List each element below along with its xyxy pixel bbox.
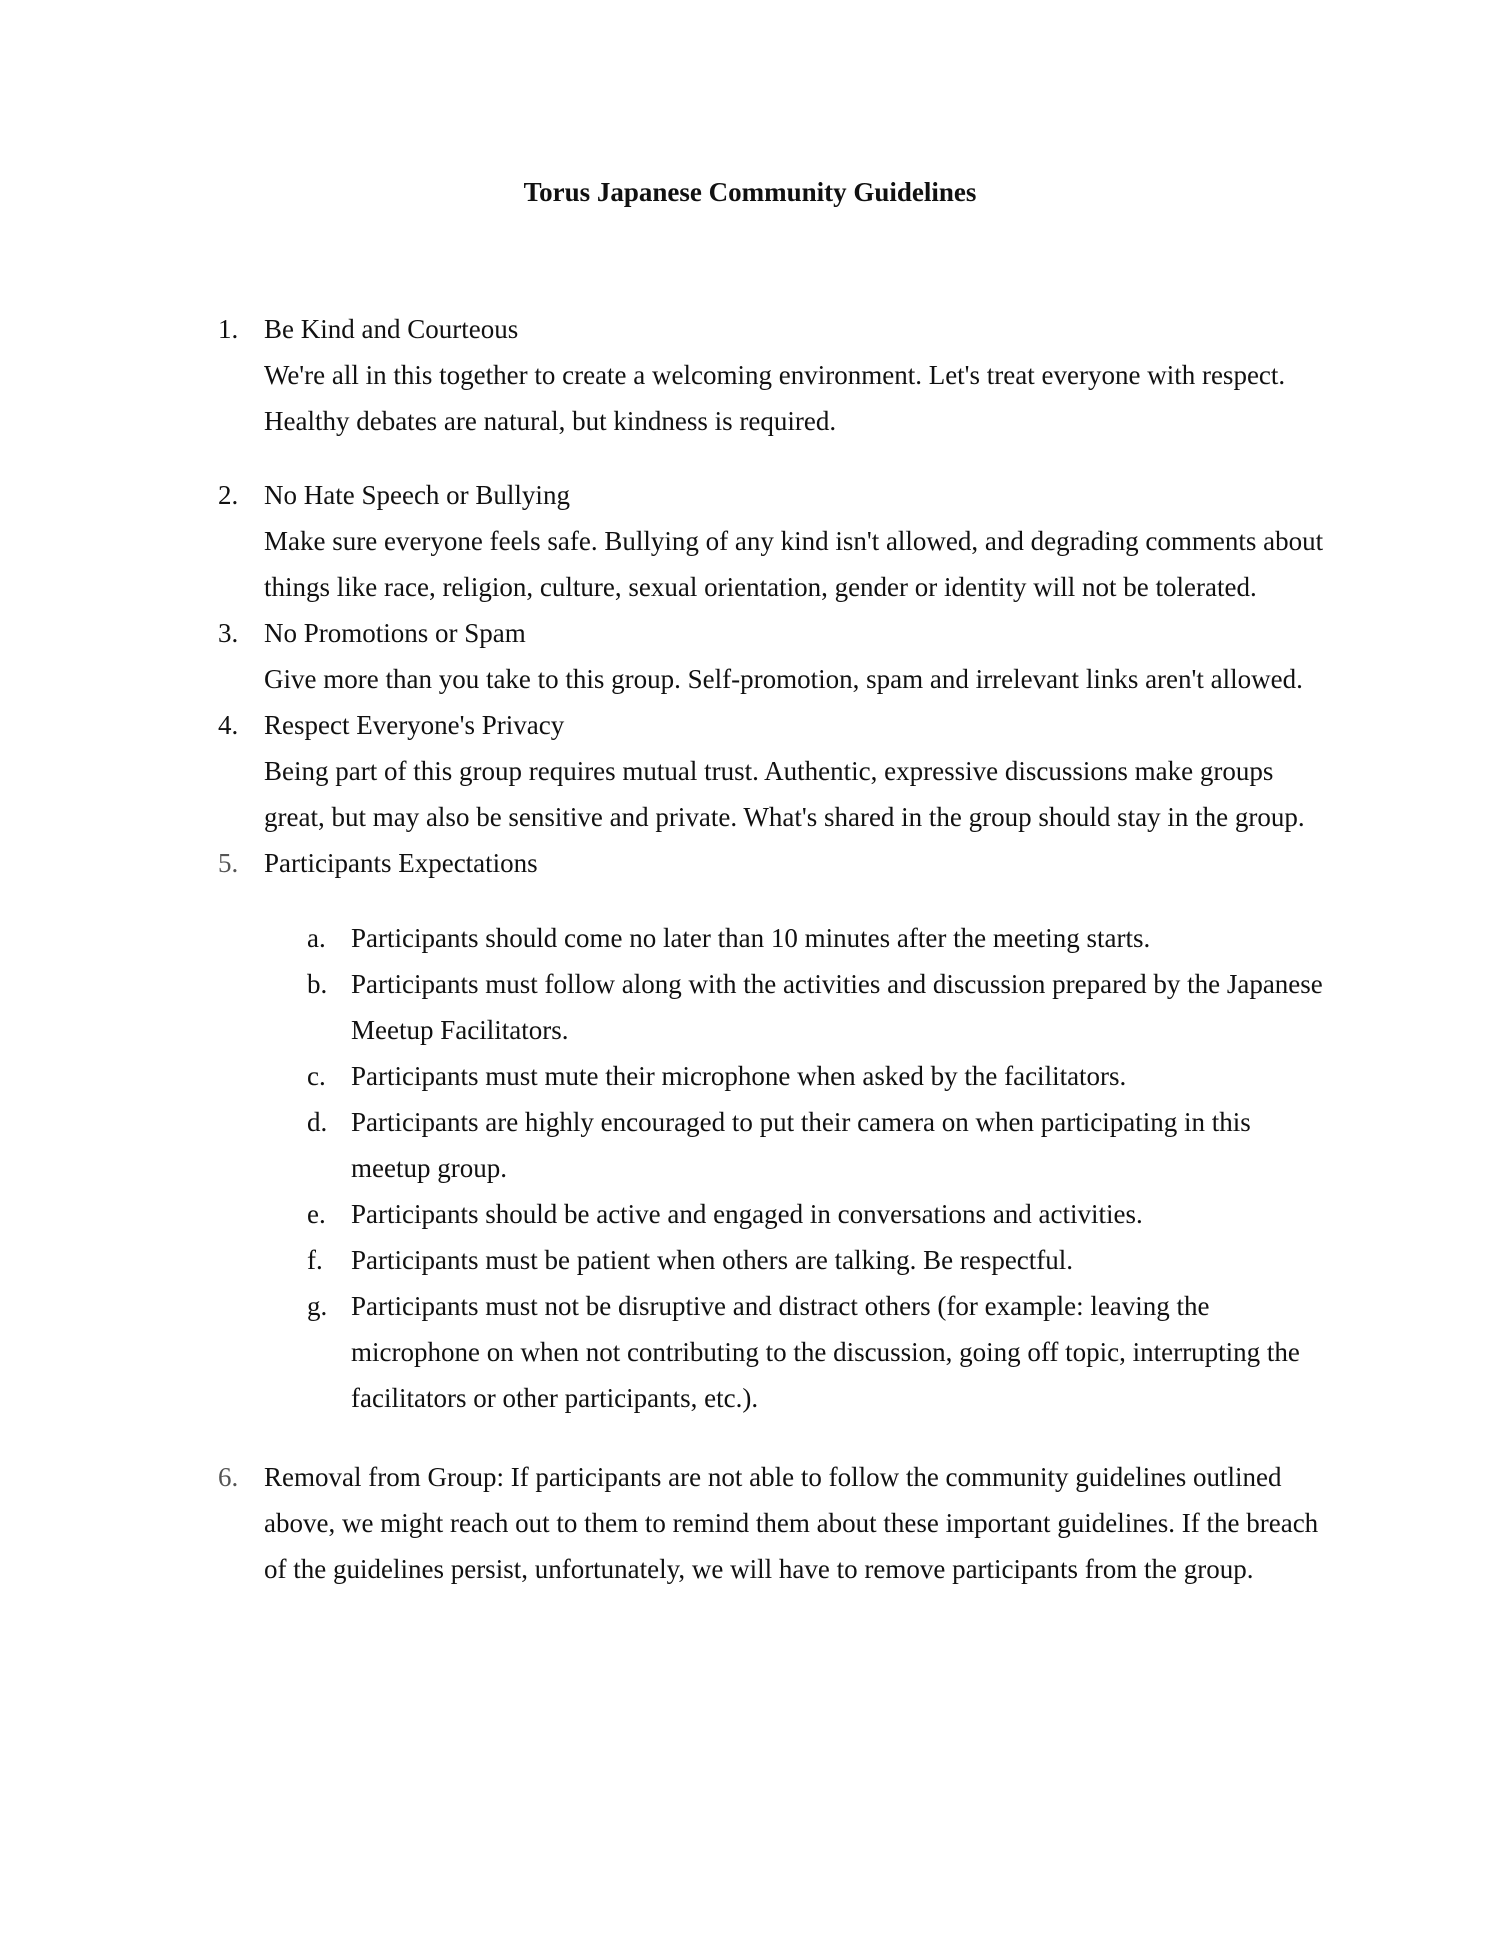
expectation-letter: a. bbox=[307, 923, 326, 953]
guideline-number: 1. bbox=[218, 314, 239, 344]
expectation-letter: e. bbox=[307, 1199, 326, 1229]
expectation-text-line: Participants must not be disruptive and distract others (for example: leaving the bbox=[351, 1291, 1210, 1321]
expectation-body bbox=[351, 1099, 1351, 1191]
guideline-number: 6. bbox=[218, 1462, 239, 1492]
guideline-text-line: of the guidelines persist, unfortunately, we will have to remove participants from the group. bbox=[264, 1554, 1254, 1584]
guideline-heading: Participants Expectations bbox=[264, 848, 538, 878]
guideline-text-line: Make sure everyone feels safe. Bullying of any kind isn't allowed, and degrading comments about bbox=[264, 526, 1324, 556]
expectation-text-line: Participants should be active and engaged in conversations and activities. bbox=[351, 1199, 1143, 1229]
guideline-number: 5. bbox=[218, 848, 239, 878]
expectation-text-line: Participants should come no later than 10 minutes after the meeting starts. bbox=[351, 923, 1151, 953]
guideline-heading: Be Kind and Courteous bbox=[264, 314, 519, 344]
expectation-text-line: meetup group. bbox=[351, 1153, 507, 1183]
guideline-text-line: above, we might reach out to them to remind them about these important guidelines. If the breach bbox=[264, 1508, 1319, 1538]
guideline-text-line: Healthy debates are natural, but kindness is required. bbox=[264, 406, 837, 436]
expectation-body bbox=[351, 961, 1351, 1053]
guideline-number: 3. bbox=[218, 618, 239, 648]
expectation-text-line: Participants must follow along with the activities and discussion prepared by the Japanese bbox=[351, 969, 1323, 999]
guideline-text-line: Removal from Group: If participants are not able to follow the community guidelines outlined bbox=[264, 1462, 1282, 1492]
guideline-text-line: We're all in this together to create a welcoming environment. Let's treat everyone with respect. bbox=[264, 360, 1286, 390]
guideline-text-line: great, but may also be sensitive and private. What's shared in the group should stay in the group. bbox=[264, 802, 1305, 832]
guideline-body bbox=[264, 306, 1324, 444]
expectation-body bbox=[351, 1191, 1351, 1237]
guideline-heading: No Promotions or Spam bbox=[264, 618, 526, 648]
guideline-heading: No Hate Speech or Bullying bbox=[264, 480, 570, 510]
guideline-number: 2. bbox=[218, 480, 239, 510]
expectation-text-line: Participants must be patient when others are talking. Be respectful. bbox=[351, 1245, 1074, 1275]
expectation-text-line: Participants must mute their microphone when asked by the facilitators. bbox=[351, 1061, 1127, 1091]
guideline-body bbox=[264, 472, 1324, 610]
guideline-text-line: things like race, religion, culture, sexual orientation, gender or identity will not be tolerated. bbox=[264, 572, 1257, 602]
expectation-body bbox=[351, 1283, 1351, 1421]
expectation-text-line: facilitators or other participants, etc.). bbox=[351, 1383, 759, 1413]
expectation-body bbox=[351, 1053, 1351, 1099]
guideline-body bbox=[264, 702, 1324, 840]
guideline-text-line: Being part of this group requires mutual trust. Authentic, expressive discussions make groups bbox=[264, 756, 1274, 786]
expectation-letter: f. bbox=[307, 1245, 323, 1275]
guideline-body bbox=[264, 1454, 1324, 1592]
expectation-text-line: Meetup Facilitators. bbox=[351, 1015, 569, 1045]
guideline-body bbox=[264, 840, 1324, 886]
expectation-letter: b. bbox=[307, 969, 328, 999]
expectation-letter: c. bbox=[307, 1061, 326, 1091]
guideline-body bbox=[264, 610, 1324, 702]
guideline-number: 4. bbox=[218, 710, 239, 740]
expectation-letter: g. bbox=[307, 1291, 328, 1321]
expectation-body bbox=[351, 915, 1351, 961]
expectation-text-line: Participants are highly encouraged to put their camera on when participating in this bbox=[351, 1107, 1251, 1137]
expectation-letter: d. bbox=[307, 1107, 328, 1137]
expectation-body bbox=[351, 1237, 1351, 1283]
guideline-text-line: Give more than you take to this group. Self-promotion, spam and irrelevant links aren't allowed. bbox=[264, 664, 1303, 694]
expectation-text-line: microphone on when not contributing to the discussion, going off topic, interrupting the bbox=[351, 1337, 1300, 1367]
guideline-heading: Respect Everyone's Privacy bbox=[264, 710, 565, 740]
document-title: Torus Japanese Community Guidelines bbox=[523, 177, 977, 207]
